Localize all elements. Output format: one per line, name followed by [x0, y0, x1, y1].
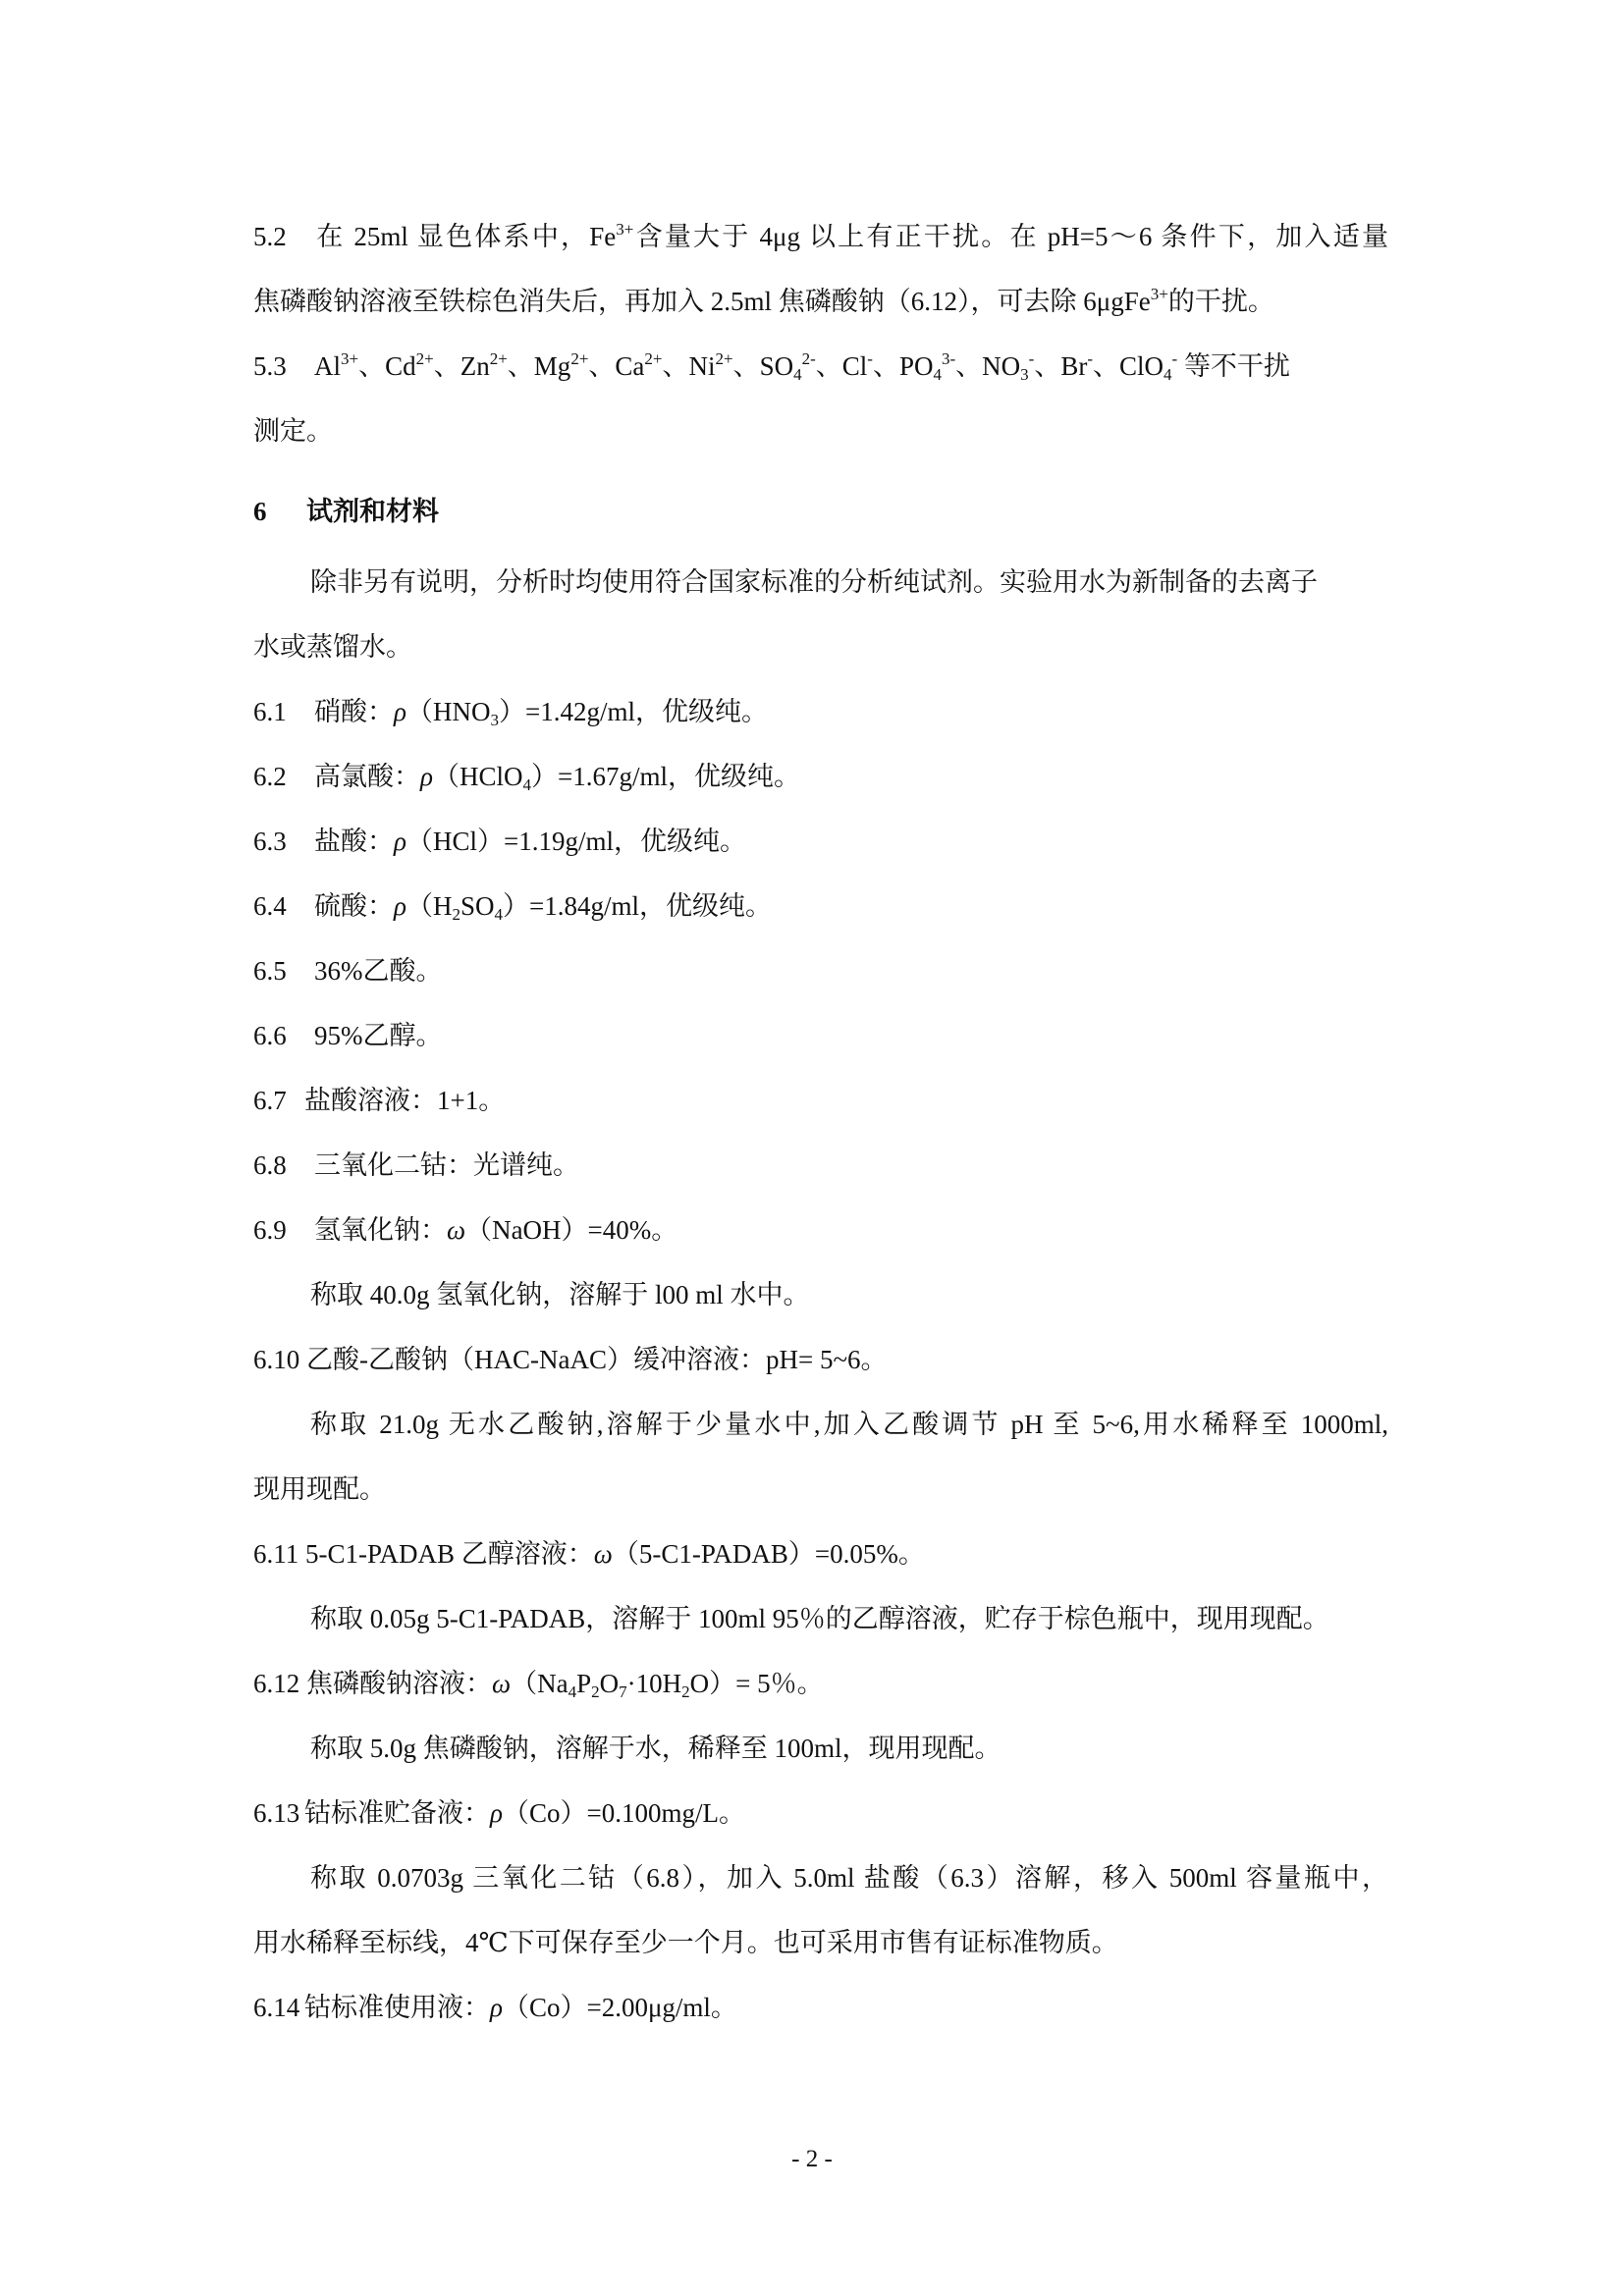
- ion-symbol: Cl: [841, 351, 868, 381]
- symbol: ρ: [394, 827, 406, 856]
- text: 5-C1-PADAB 乙醇溶液：: [305, 1539, 594, 1569]
- subscript: 3: [1020, 365, 1029, 384]
- ion-symbol: SO: [759, 351, 794, 381]
- item-6-7: [253, 1068, 1388, 1133]
- item-6-13-desc-line-2: 用水稀释至标线，4℃下可保存至少一个月。也可采用市售有证标准物质。: [253, 1928, 1118, 1957]
- item-number: 6.6: [253, 1021, 287, 1050]
- ion: [842, 351, 899, 381]
- item-number: 6.7: [253, 1086, 287, 1115]
- item-number: 6.4: [253, 891, 287, 921]
- subscript: 2: [681, 1682, 690, 1701]
- subscript: 4: [522, 775, 531, 794]
- item-6-9-desc: 称取 40.0g 氢氧化钠，溶解于 l00 ml 水中。: [310, 1280, 810, 1309]
- text: （HClO: [432, 762, 523, 791]
- subscript: 4: [793, 365, 802, 384]
- superscript: 3+: [1150, 285, 1168, 303]
- subscript: 2: [591, 1682, 600, 1701]
- subscript: 4: [933, 365, 942, 384]
- text: 在 25ml 显色体系中，Fe: [314, 222, 617, 251]
- subscript: 4: [1164, 365, 1172, 384]
- separator: 、: [507, 351, 534, 381]
- symbol: ρ: [490, 1993, 503, 2022]
- text: 含量大于 4μg 以上有正干扰。在 pH=5～6 条件下，加入适量: [633, 222, 1388, 251]
- superscript: -: [1087, 349, 1093, 368]
- item-number: 6.11: [253, 1539, 299, 1569]
- item-number: 6.13: [253, 1798, 300, 1828]
- text: ·10H: [626, 1669, 682, 1698]
- section-intro-line-1: 除非另有说明，分析时均使用符合国家标准的分析纯试剂。实验用水为新制备的去离子: [310, 567, 1318, 597]
- item-6-10-desc-line-2: 现用现配。: [253, 1474, 386, 1504]
- symbol: ρ: [394, 891, 406, 921]
- separator: 、: [358, 351, 386, 381]
- item-6-2: [253, 744, 1388, 809]
- subscript: 3: [490, 711, 499, 729]
- ion-symbol: NO: [982, 351, 1021, 381]
- subscript: 4: [568, 1682, 577, 1701]
- page-number: - 2 -: [791, 2146, 833, 2172]
- ion-symbol: Mg: [533, 351, 571, 381]
- superscript: 2+: [644, 349, 663, 368]
- separator: 、: [433, 351, 460, 381]
- item-6-3: [253, 809, 1388, 874]
- item-number: 6.9: [253, 1215, 287, 1245]
- ion: [460, 351, 534, 381]
- item-6-5: [253, 938, 1388, 1003]
- item-6-14: [253, 1975, 1388, 2040]
- superscript: 2-: [801, 349, 816, 368]
- text: 钴标准贮备液：: [304, 1798, 490, 1828]
- superscript: 3-: [941, 349, 956, 368]
- item-number: 6.1: [253, 697, 287, 726]
- text: ）=1.67g/ml，优级纯。: [530, 762, 800, 791]
- text: （Co）=2.00μg/ml。: [502, 1993, 737, 2022]
- ion: [615, 351, 688, 381]
- symbol: ω: [593, 1539, 613, 1569]
- superscript: -: [1171, 349, 1178, 368]
- superscript: 2+: [715, 349, 733, 368]
- superscript: 2+: [570, 349, 589, 368]
- superscript: 2+: [415, 349, 434, 368]
- item-6-13-desc-line-1: 称取 0.0703g 三氧化二钴（6.8），加入 5.0ml 盐酸（6.3）溶解，移入 500ml 容量瓶中，: [310, 1863, 1388, 1893]
- separator: 、: [872, 351, 899, 381]
- symbol: ω: [492, 1669, 512, 1698]
- ion-symbol: Al: [314, 351, 341, 381]
- document-page: [253, 204, 1388, 2040]
- ion: [534, 351, 616, 381]
- ion-symbol: PO: [898, 351, 934, 381]
- item-6-12-desc: 称取 5.0g 焦磷酸钠，溶解于水，稀释至 100ml，现用现配。: [310, 1734, 1001, 1763]
- ion-symbol: Cd: [385, 351, 416, 381]
- ion: [898, 349, 983, 384]
- text: 焦磷酸钠溶液至铁棕色消失后，再加入 2.5ml 焦磷酸钠（6.12），可去除 6μgFe: [253, 287, 1151, 316]
- separator: 、: [815, 351, 842, 381]
- ion: [1060, 351, 1119, 381]
- subscript: 2: [452, 905, 460, 924]
- ion: [759, 349, 842, 384]
- superscript: 3+: [616, 220, 634, 239]
- section-title: 试剂和材料: [306, 497, 439, 526]
- section-number: 6: [253, 497, 267, 526]
- section-intro-line-2: 水或蒸馏水。: [253, 632, 412, 662]
- item-6-10-desc-line-1: 称取 21.0g 无水乙酸钠,溶解于少量水中,加入乙酸调节 pH 至 5~6,用水稀释至 1000ml,: [310, 1410, 1388, 1439]
- item-number: 6.5: [253, 956, 287, 986]
- ion: [1119, 349, 1178, 384]
- text: 95%乙醇。: [314, 1021, 443, 1050]
- text: 盐酸：: [314, 827, 394, 856]
- text: 36%乙酸。: [314, 956, 443, 986]
- para-5-3-line-1: [253, 334, 1388, 399]
- text: （HNO: [406, 697, 491, 726]
- text: 氢氧化钠：: [314, 1215, 447, 1245]
- text: 等不干扰: [1177, 351, 1290, 381]
- item-6-9: [253, 1198, 1388, 1262]
- item-6-6: [253, 1003, 1388, 1068]
- text: 高氯酸：: [314, 762, 420, 791]
- text: O）= 5％。: [689, 1669, 824, 1698]
- clause-number: 5.2: [253, 222, 287, 251]
- symbol: ρ: [490, 1798, 503, 1828]
- text: 盐酸溶液：1+1。: [304, 1086, 506, 1115]
- symbol: ω: [447, 1215, 466, 1245]
- superscript: -: [867, 349, 873, 368]
- para-5-3-line-2: 测定。: [253, 416, 333, 446]
- text: （5-C1-PADAB）=0.05%。: [612, 1539, 925, 1569]
- ion-symbol: ClO: [1119, 351, 1164, 381]
- text: P: [576, 1669, 592, 1698]
- separator: 、: [662, 351, 689, 381]
- item-6-13: [253, 1781, 1388, 1845]
- separator: 、: [732, 351, 760, 381]
- symbol: ρ: [394, 697, 406, 726]
- separator: 、: [1034, 351, 1061, 381]
- separator: 、: [955, 351, 983, 381]
- ion: [385, 351, 460, 381]
- subscript: 4: [494, 905, 503, 924]
- separator: 、: [588, 351, 616, 381]
- text: ）=1.42g/ml，优级纯。: [498, 697, 768, 726]
- superscript: 2+: [489, 349, 508, 368]
- ion: [689, 351, 760, 381]
- item-number: 6.3: [253, 827, 287, 856]
- text: （NaOH）=40%。: [465, 1215, 678, 1245]
- para-5-2-line-1: [253, 204, 1388, 269]
- superscript: 3+: [341, 349, 359, 368]
- item-6-11-desc: 称取 0.05g 5-C1-PADAB，溶解于 100ml 95％的乙醇溶液，贮存于棕色瓶中，现用现配。: [310, 1604, 1329, 1633]
- item-6-1: [253, 679, 1388, 744]
- text: 钴标准使用液：: [304, 1993, 490, 2022]
- ion-list: [314, 349, 1178, 384]
- ion: [982, 349, 1061, 384]
- text: SO: [460, 891, 495, 921]
- section-heading: [253, 479, 1388, 544]
- ion-symbol: Zn: [460, 351, 490, 381]
- ion-symbol: Br: [1060, 351, 1088, 381]
- ion-symbol: Ni: [688, 351, 716, 381]
- item-6-11: [253, 1522, 1388, 1586]
- text: 硫酸：: [314, 891, 394, 921]
- item-number: 6.10: [253, 1345, 300, 1374]
- separator: 、: [1093, 351, 1119, 381]
- ion: [314, 351, 385, 381]
- para-5-2-line-2: [253, 269, 1388, 334]
- clause-number: 5.3: [253, 351, 287, 381]
- item-number: 6.14: [253, 1993, 300, 2022]
- text: 焦磷酸钠溶液：: [306, 1669, 492, 1698]
- text: 三氧化二钴：光谱纯。: [314, 1150, 579, 1180]
- ion-symbol: Ca: [615, 351, 645, 381]
- symbol: ρ: [420, 762, 433, 791]
- item-6-8: [253, 1133, 1388, 1198]
- item-number: 6.2: [253, 762, 287, 791]
- text: （H: [406, 891, 453, 921]
- item-6-4: [253, 874, 1388, 938]
- subscript: 7: [619, 1682, 627, 1701]
- text: （HCl）=1.19g/ml，优级纯。: [406, 827, 746, 856]
- item-number: 6.8: [253, 1150, 287, 1180]
- text: 硝酸：: [314, 697, 394, 726]
- text: 的干扰。: [1167, 287, 1274, 316]
- item-6-10: [253, 1327, 1388, 1392]
- text: 乙酸-乙酸钠（HAC-NaAC）缓冲溶液：pH= 5~6。: [306, 1345, 888, 1374]
- text: （Co）=0.100mg/L。: [502, 1798, 745, 1828]
- text: O: [599, 1669, 620, 1698]
- text: （Na: [511, 1669, 568, 1698]
- item-number: 6.12: [253, 1669, 300, 1698]
- item-6-12: [253, 1651, 1388, 1716]
- text: ）=1.84g/ml，优级纯。: [502, 891, 772, 921]
- superscript: -: [1028, 349, 1035, 368]
